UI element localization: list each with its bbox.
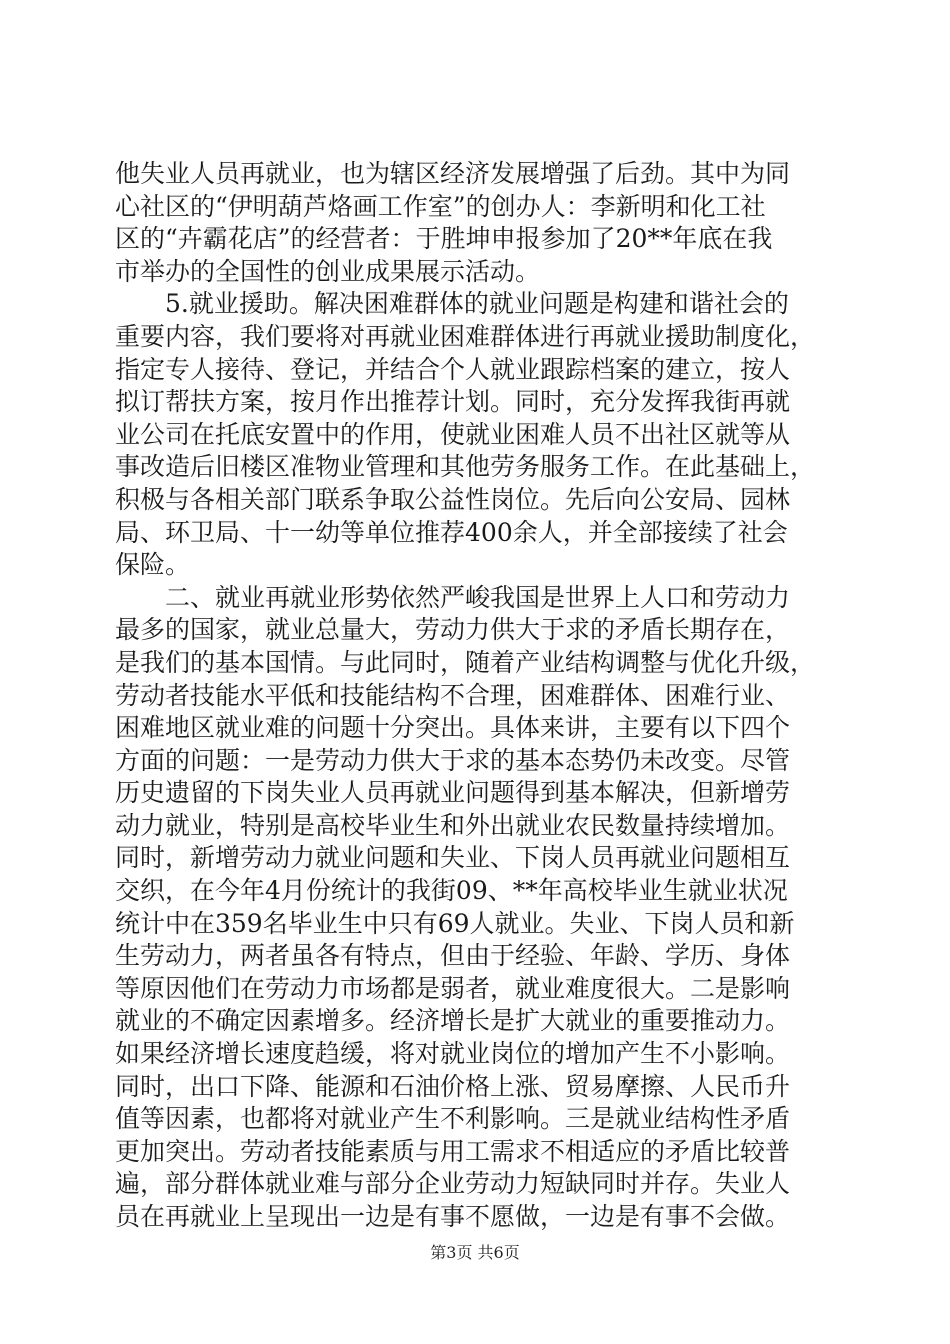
text-line: 遍，部分群体就业难与部分企业劳动力短缺同时并存。失业人 <box>115 1169 791 1199</box>
text-line: 员在再就业上呈现出一边是有事不愿做，一边是有事不会做。 <box>115 1202 791 1231</box>
text-line: 市举办的全国性的创业成果展示活动。 <box>115 256 541 286</box>
text-line: 如果经济增长速度趋缓，将对就业岗位的增加产生不小影响。 <box>115 1039 791 1069</box>
text-line: 就业的不确定因素增多。经济增长是扩大就业的重要推动力。 <box>115 1006 791 1036</box>
text-line: 事改造后旧楼区准物业管理和其他劳务服务工作。在此基础上， <box>115 452 816 482</box>
text-line: 拟订帮扶方案，按月作出推荐计划。同时，充分发挥我街再就 <box>115 387 791 417</box>
text-line: 指定专人接待、登记，并结合个人就业跟踪档案的建立，按人 <box>115 354 791 384</box>
text-line: 困难地区就业难的问题十分突出。具体来讲，主要有以下四个 <box>115 713 791 743</box>
text-line: 生劳动力，两者虽各有特点，但由于经验、年龄、学历、身体 <box>115 941 791 971</box>
text-line: 同时，新增劳动力就业问题和失业、下岗人员再就业问题相互 <box>115 843 791 873</box>
text-line: 方面的问题：一是劳动力供大于求的基本态势仍未改变。尽管 <box>115 745 791 775</box>
text-line: 等原因他们在劳动力市场都是弱者，就业难度很大。二是影响 <box>115 973 791 1003</box>
text-line: 他失业人员再就业，也为辖区经济发展增强了后劲。其中为同 <box>115 159 791 188</box>
text-line: 交织，在今年4月份统计的我街09、**年高校毕业生就业状况 <box>115 876 788 906</box>
text-line: 劳动者技能水平低和技能结构不合理，困难群体、困难行业、 <box>115 680 791 710</box>
text-line: 积极与各相关部门联系争取公益性岗位。先后向公安局、园林 <box>115 484 791 514</box>
text-line: 重要内容，我们要将对再就业困难群体进行再就业援助制度化， <box>115 321 816 351</box>
text-line: 保险。 <box>115 550 191 580</box>
text-line: 是我们的基本国情。与此同时，随着产业结构调整与优化升级， <box>115 647 816 677</box>
text-line: 局、环卫局、十一幼等单位推荐400余人，并全部接续了社会 <box>115 517 788 547</box>
document-body <box>115 158 835 1234</box>
text-line: 同时，出口下降、能源和石油价格上涨、贸易摩擦、人民币升 <box>115 1071 791 1101</box>
text-line: 统计中在359名毕业生中只有69人就业。失业、下岗人员和新 <box>115 908 795 938</box>
text-line: 历史遗留的下岗失业人员再就业问题得到基本解决，但新增劳 <box>115 778 791 808</box>
text-line: 区的“卉霸花店”的经营者：于胜坤申报参加了20**年底在我 <box>115 224 773 254</box>
text-line: 更加突出。劳动者技能素质与用工需求不相适应的矛盾比较普 <box>115 1136 791 1166</box>
text-line: 值等因素，也都将对就业产生不利影响。三是就业结构性矛盾 <box>115 1104 791 1134</box>
page-number-footer: 第3页 共6页 <box>430 1243 520 1262</box>
text-line: 二、就业再就业形势依然严峻我国是世界上人口和劳动力 <box>115 582 791 612</box>
text-line: 5.就业援助。解决困难群体的就业问题是构建和谐社会的 <box>115 289 789 319</box>
text-line: 动力就业，特别是高校毕业生和外出就业农民数量持续增加。 <box>115 810 791 840</box>
text-line: 最多的国家，就业总量大，劳动力供大于求的矛盾长期存在， <box>115 615 791 645</box>
text-line: 业公司在托底安置中的作用，使就业困难人员不出社区就等从 <box>115 419 791 449</box>
text-line: 心社区的“伊明葫芦烙画工作室”的创办人：李新明和化工社 <box>115 191 766 221</box>
